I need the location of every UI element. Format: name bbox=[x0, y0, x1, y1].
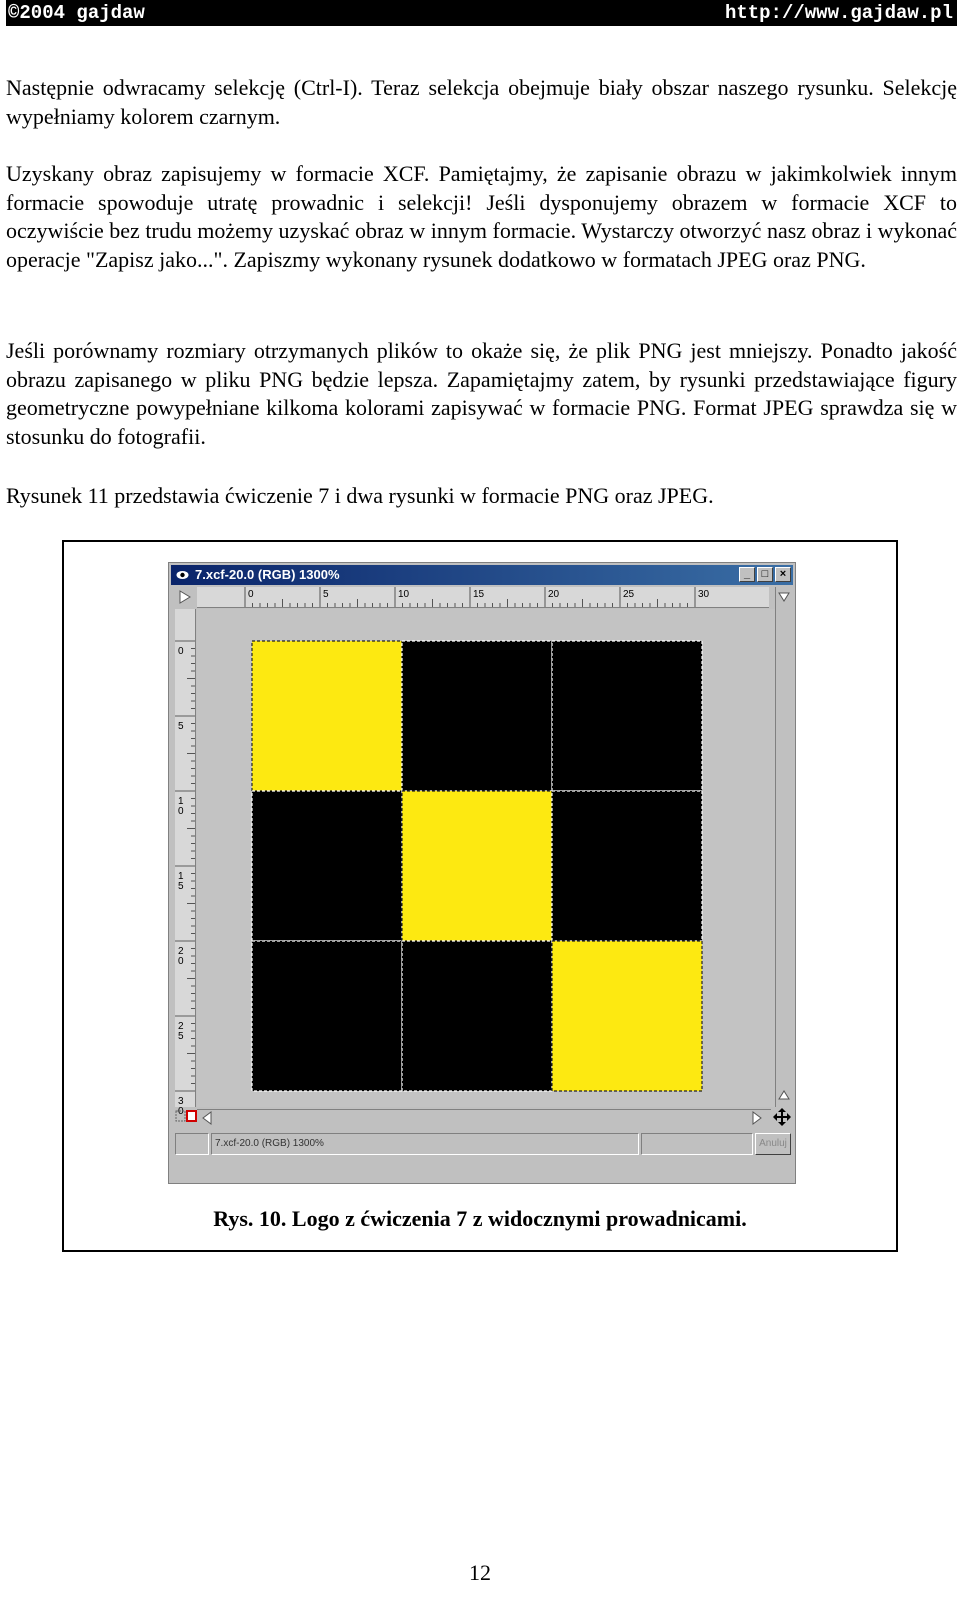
window-titlebar[interactable] bbox=[171, 565, 793, 585]
vertical-scrollbar[interactable] bbox=[775, 587, 792, 1107]
hruler-label: 5 bbox=[323, 589, 329, 600]
logo-cell-yellow bbox=[402, 791, 552, 941]
header-copyright: ©2004 gajdaw bbox=[8, 2, 145, 24]
gimp-eye-icon bbox=[176, 569, 189, 581]
logo-cell-black bbox=[402, 641, 552, 791]
page-header bbox=[6, 0, 957, 26]
vruler-label: 5 bbox=[178, 881, 184, 892]
vertical-ruler[interactable] bbox=[175, 609, 196, 1117]
ruler-corner[interactable] bbox=[175, 587, 195, 607]
logo-cell-black bbox=[552, 641, 702, 791]
hruler-label: 10 bbox=[398, 589, 410, 600]
vruler-label: 3 bbox=[178, 1096, 184, 1107]
hruler-label: 25 bbox=[623, 589, 635, 600]
quickmask-toggle-icon[interactable] bbox=[175, 1109, 197, 1125]
figure-caption: Rys. 10. Logo z ćwiczenia 7 z widocznymi prowadnicami. bbox=[213, 1206, 747, 1231]
vruler-label: 2 bbox=[178, 946, 184, 957]
status-text: 7.xcf-20.0 (RGB) 1300% bbox=[211, 1133, 639, 1155]
hruler-label: 20 bbox=[548, 589, 560, 600]
hscroll-arrows bbox=[197, 1110, 771, 1126]
progress-field bbox=[641, 1133, 753, 1155]
scroll-arrows bbox=[776, 587, 792, 1107]
logo-cell-yellow bbox=[552, 941, 702, 1091]
cancel-button[interactable]: Anuluj bbox=[755, 1133, 791, 1155]
hruler-label: 0 bbox=[248, 589, 254, 600]
maximize-button[interactable]: □ bbox=[757, 567, 773, 582]
paragraph-2: Uzyskany obraz zapisujemy w formacie XCF. Pamiętajmy, że zapisanie obrazu w jakimkolwiek innym formacie spowoduje utratę prowadnic i selekcji! Jeśli dysponujemy obrazem w formacie XCF to oczywiście bez trudu możemy uzyskać obraz w innym formacie. Wystarczy otworzyć nasz obraz i wykonać operacje "Zapisz jako...". Zapiszmy wykonany rysunek dodatkowo w formatach JPEG oraz PNG. bbox=[6, 161, 957, 273]
paragraph-4: Rysunek 11 przedstawia ćwiczenie 7 i dwa rysunki w formacie PNG oraz JPEG. bbox=[6, 483, 714, 508]
header-url[interactable]: http://www.gajdaw.pl bbox=[724, 2, 953, 24]
window-title: 7.xcf-20.0 (RGB) 1300% bbox=[195, 567, 340, 582]
vruler-label: 1 bbox=[178, 796, 184, 807]
statusbar bbox=[175, 1133, 791, 1155]
horizontal-scrollbar[interactable] bbox=[197, 1109, 771, 1126]
vruler-label: 0 bbox=[178, 1106, 184, 1117]
paragraph-3: Jeśli porównamy rozmiary otrzymanych plików to okaże się, że plik PNG jest mniejszy. Ponadto jakość obrazu zapisanego w pliku PNG będzie lepsza. Zapamiętajmy zatem, by rysunki przedstawiające figury geometryczne powypełniane kilkoma kolorami zapisywać w formacie PNG. Format JPEG sprawdza się w stosunku do fotografii. bbox=[6, 338, 957, 450]
gimp-image-window bbox=[168, 562, 796, 1184]
horizontal-ruler-ticks bbox=[197, 587, 769, 607]
logo-cell-yellow bbox=[252, 641, 402, 791]
close-button[interactable]: × bbox=[775, 567, 791, 582]
vruler-label: 5 bbox=[178, 1031, 184, 1042]
menu-arrow-icon bbox=[175, 587, 195, 607]
logo-cell-black bbox=[552, 791, 702, 941]
navigate-move-icon[interactable] bbox=[773, 1108, 791, 1126]
pointer-coords-field bbox=[175, 1133, 209, 1155]
vruler-label: 0 bbox=[178, 806, 184, 817]
figure-frame bbox=[62, 540, 898, 1252]
minimize-button[interactable]: _ bbox=[739, 567, 755, 582]
hruler-label: 30 bbox=[698, 589, 710, 600]
logo-cell-black bbox=[252, 791, 402, 941]
logo-cell-black bbox=[402, 941, 552, 1091]
logo-image bbox=[197, 609, 775, 1107]
logo-cell-black bbox=[252, 941, 402, 1091]
vruler-label: 2 bbox=[178, 1021, 184, 1032]
vruler-label: 0 bbox=[178, 646, 184, 657]
vruler-label: 1 bbox=[178, 871, 184, 882]
image-canvas[interactable] bbox=[197, 609, 775, 1107]
vertical-ruler-ticks bbox=[175, 609, 195, 1117]
horizontal-ruler[interactable] bbox=[197, 587, 769, 608]
page-number: 12 bbox=[469, 1560, 491, 1585]
vruler-label: 0 bbox=[178, 956, 184, 967]
paragraph-1: Następnie odwracamy selekcję (Ctrl-I). Teraz selekcja obejmuje biały obszar naszego rysunku. Selekcję wypełniamy kolorem czarnym. bbox=[6, 75, 957, 129]
vruler-label: 5 bbox=[178, 721, 184, 732]
hruler-label: 15 bbox=[473, 589, 485, 600]
